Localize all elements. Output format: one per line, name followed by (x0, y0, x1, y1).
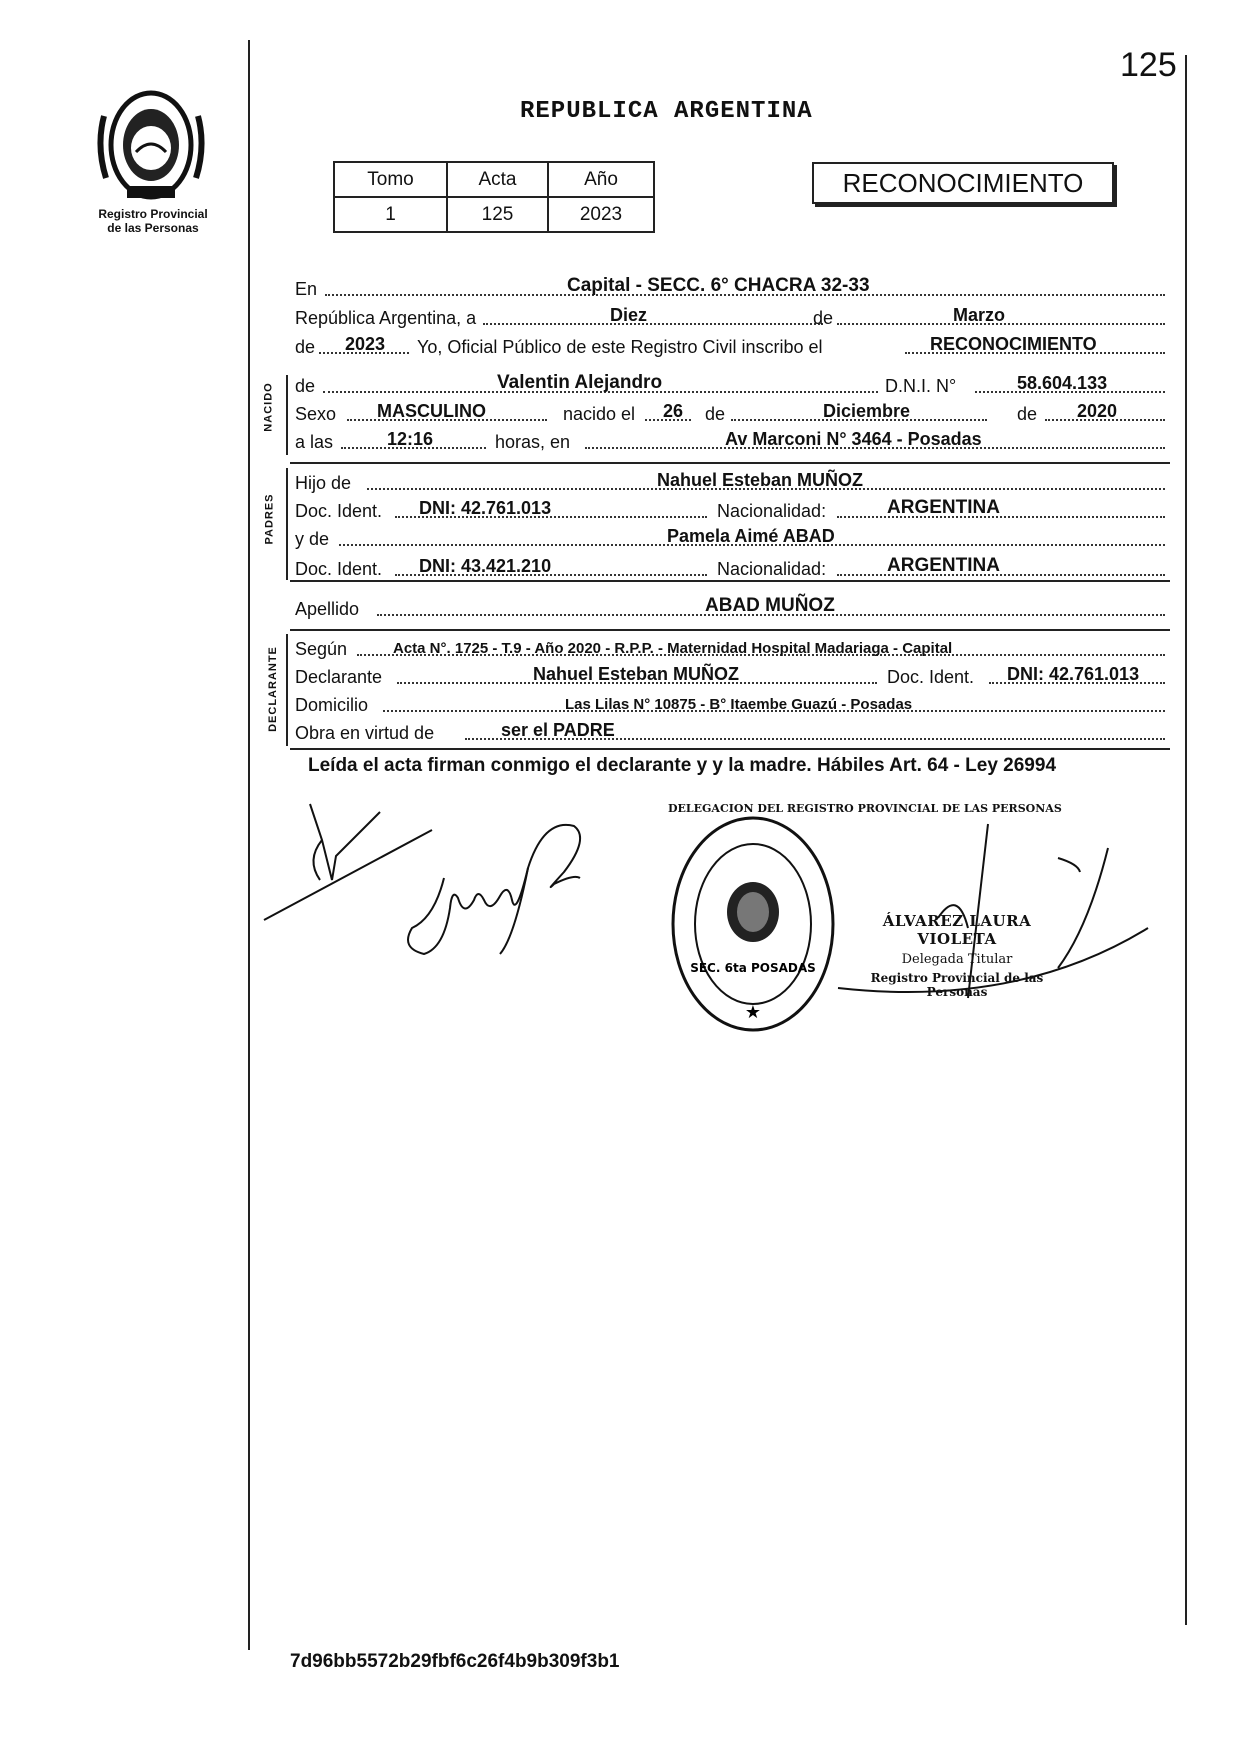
value-segun: Acta N°. 1725 - T.9 - Año 2020 - R.P.P. - Maternidad Hospital Madariaga - Capital (393, 640, 953, 657)
right-margin-line (1185, 55, 1187, 1625)
row-father-doc (295, 498, 1165, 524)
row-mother-doc (295, 556, 1165, 582)
label-dni: D.N.I. N° (885, 376, 957, 396)
dots (483, 323, 823, 325)
row-obra (295, 720, 1165, 746)
official-name: ÁLVAREZ LAURA VIOLETA (882, 912, 1032, 948)
official-title: Delegada Titular (901, 952, 1013, 967)
label-obra: Obra en virtud de (295, 723, 435, 743)
record-table (333, 161, 655, 233)
label-inscribo: Yo, Oficial Público de este Registro Civil inscribo el (417, 337, 823, 357)
label-de4: de (1017, 404, 1038, 424)
label-docident: Doc. Ident. (295, 501, 383, 521)
value-mother-doc: DNI: 43.421.210 (419, 556, 552, 576)
label-alas: a las (295, 432, 334, 452)
value-apellido: ABAD MUÑOZ (705, 595, 835, 616)
declarante-bracket (286, 634, 288, 746)
row-mother (295, 526, 1165, 552)
row-sexo (295, 401, 1165, 427)
row-en (295, 276, 1165, 302)
value-name: Valentin Alejandro (497, 372, 663, 393)
official-signature (818, 818, 1148, 1018)
page-number: 125 (1120, 46, 1177, 84)
row-name (295, 373, 1165, 399)
row-segun (295, 636, 1165, 662)
label-yde: y de (295, 529, 330, 549)
label-republica: República Argentina, a (295, 308, 477, 328)
value-father-nat: ARGENTINA (887, 497, 1000, 518)
separator-nacido (290, 462, 1170, 464)
value-dni: 58.604.133 (1017, 373, 1108, 393)
separator-declarante (290, 748, 1170, 750)
label-nacionalidad: Nacionalidad: (717, 501, 827, 521)
left-margin-line (248, 40, 250, 1650)
label-domicilio: Domicilio (295, 695, 369, 715)
registry-name-line2: de las Personas (107, 221, 199, 235)
value-en: Capital - SECC. 6° CHACRA 32-33 (567, 275, 870, 296)
label-docident: Doc. Ident. (295, 559, 383, 579)
row-apellido (295, 596, 1165, 622)
value-birth-month: Diciembre (823, 401, 911, 421)
header-anio: Año (548, 162, 654, 197)
closing-statement: Leída el acta firman conmigo el declarante y y la madre. Hábiles Art. 64 - Ley 26994 (308, 755, 1057, 776)
label-de2: de (295, 337, 316, 357)
value-father: Nahuel Esteban MUÑOZ (657, 470, 864, 490)
nacido-bracket (286, 375, 288, 455)
section-label-padres: PADRES (263, 493, 276, 545)
section-label-declarante: DECLARANTE (266, 646, 279, 732)
label-hijo: Hijo de (295, 473, 352, 493)
row-inscribo (295, 334, 1165, 360)
row-republica (295, 305, 1165, 331)
padres-bracket (286, 468, 288, 580)
value-place: Av Marconi N° 3464 - Posadas (725, 429, 982, 449)
mother-signature (404, 808, 604, 958)
value-acta: 125 (447, 197, 548, 232)
section-label-nacido: NACIDO (262, 382, 275, 432)
row-declarante (295, 664, 1165, 690)
label-declarante: Declarante (295, 667, 383, 687)
row-father (295, 470, 1165, 496)
label-name: de (295, 376, 316, 396)
label-de: de (813, 308, 834, 328)
value-mother: Pamela Aimé ABAD (667, 526, 835, 546)
value-father-doc: DNI: 42.761.013 (419, 498, 552, 518)
official-registry: Registro Provincial de las Personas (870, 971, 1044, 999)
record-type-box: RECONOCIMIENTO (812, 162, 1114, 204)
label-en: En (295, 279, 318, 299)
label-nacionalidad: Nacionalidad: (717, 559, 827, 579)
value-sexo: MASCULINO (377, 401, 486, 421)
row-time (295, 429, 1165, 455)
label-sexo: Sexo (295, 404, 337, 424)
label-decl-docident: Doc. Ident. (887, 667, 975, 687)
label-horas: horas, en (495, 432, 571, 452)
value-month: Marzo (953, 305, 1006, 325)
misiones-coat-of-arms-logo (92, 86, 210, 204)
value-anio: 2023 (548, 197, 654, 232)
value-birth-day: 26 (663, 401, 684, 421)
header-acta: Acta (447, 162, 548, 197)
value-time: 12:16 (387, 429, 434, 449)
value-tomo: 1 (334, 197, 447, 232)
value-inscribo: RECONOCIMIENTO (930, 334, 1097, 354)
separator-padres (290, 580, 1170, 582)
value-year: 2023 (345, 334, 386, 354)
seal-star-icon: ★ (744, 1002, 762, 1022)
label-segun: Según (295, 639, 348, 659)
registry-name-line1: Registro Provincial (98, 207, 208, 221)
value-day: Diez (610, 305, 648, 325)
label-de3: de (705, 404, 726, 424)
value-obra: ser el PADRE (501, 720, 615, 740)
row-domicilio (295, 692, 1165, 718)
header-tomo: Tomo (334, 162, 447, 197)
document-hash: 7d96bb5572b29fbf6c26f4b9b309f3b1 (290, 1651, 620, 1672)
page-title: REPUBLICA ARGENTINA (520, 98, 813, 125)
label-nacido: nacido el (563, 404, 636, 424)
registry-name (78, 207, 228, 235)
value-mother-nat: ARGENTINA (887, 555, 1000, 576)
seal-text: DELEGACION DEL REGISTRO PROVINCIAL DE LAS PERSONAS (668, 802, 1062, 815)
value-decl-doc: DNI: 42.761.013 (1007, 664, 1140, 684)
seal-inner-text: SEC. 6ta POSADAS (690, 961, 816, 975)
value-birth-year: 2020 (1077, 401, 1118, 421)
value-declarante: Nahuel Esteban MUÑOZ (533, 664, 740, 684)
value-domicilio: Las Lilas N° 10875 - B° Itaembe Guazú - Posadas (565, 696, 913, 713)
label-apellido: Apellido (295, 599, 360, 619)
separator-apellido (290, 629, 1170, 631)
